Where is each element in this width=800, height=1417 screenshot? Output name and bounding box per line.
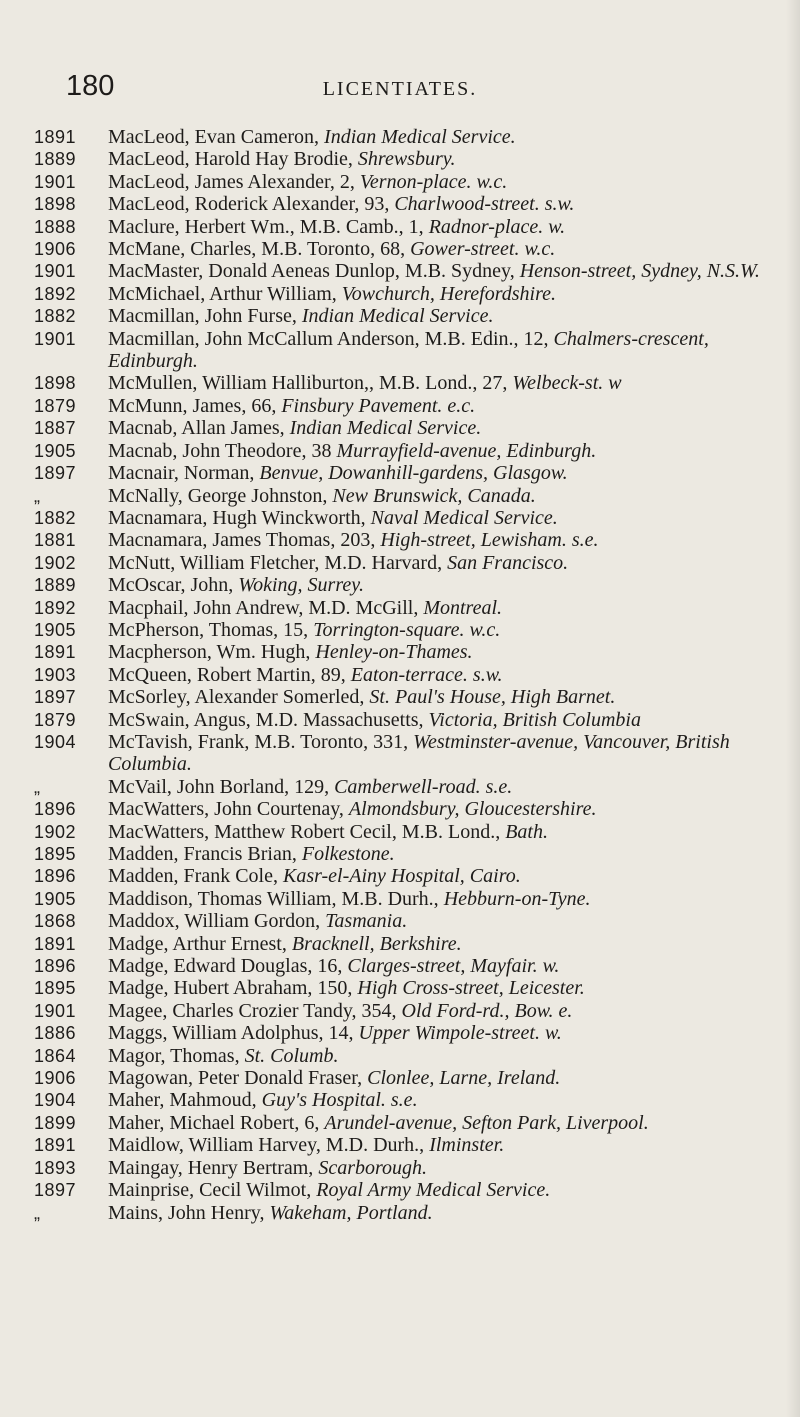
- entry-year: 1905: [34, 619, 77, 640]
- entry-name: Madge, Arthur Ernest,: [108, 932, 292, 955]
- entry-year: 1888: [34, 216, 77, 237]
- entry-year: 1901: [34, 171, 77, 192]
- entry-year: 1891: [34, 642, 77, 663]
- entry-name: McSorley, Alexander Somerled,: [108, 686, 370, 709]
- entry-year: 1898: [34, 373, 77, 394]
- entry-name: MacWatters, Matthew Robert Cecil, M.B. Lond.,: [108, 820, 506, 843]
- entry-year: 1892: [34, 283, 77, 304]
- entry-text: [108, 529, 768, 551]
- entry-address: Vernon-place. w.c.: [359, 170, 508, 193]
- entry-text: [108, 260, 768, 282]
- entry-address: Welbeck-st. w: [512, 372, 622, 395]
- entry-name: Madge, Edward Douglas, 16,: [108, 955, 348, 978]
- entry-name: Maher, Michael Robert, 6,: [108, 1111, 325, 1134]
- entry-row: [0, 977, 800, 999]
- entry-text: [108, 910, 768, 932]
- entry-year: „: [34, 776, 41, 797]
- entry-address: Bracknell, Berkshire.: [291, 932, 462, 955]
- entry-name: Madden, Frank Cole,: [108, 865, 283, 888]
- entry-address: Royal Army Medical Service.: [316, 1179, 551, 1202]
- entry-year: 1901: [34, 261, 77, 282]
- entry-row: [0, 731, 800, 776]
- entry-address: Almondsbury, Gloucestershire.: [348, 798, 597, 821]
- entry-text: [108, 641, 768, 663]
- entry-text: [108, 552, 768, 574]
- entry-row: [0, 1134, 800, 1156]
- entry-text: [108, 283, 768, 305]
- entry-row: [0, 1089, 800, 1111]
- entry-address: Old Ford-rd., Bow. e.: [401, 999, 573, 1022]
- entry-row: [0, 619, 800, 641]
- entry-row: [0, 529, 800, 551]
- entry-name: Macnair, Norman,: [108, 462, 260, 485]
- entry-name: MacWatters, John Courtenay,: [108, 798, 349, 821]
- entry-row: [0, 485, 800, 507]
- entry-address: Guy's Hospital. s.e.: [261, 1089, 418, 1112]
- entry-name: Magor, Thomas,: [108, 1044, 245, 1067]
- entry-name: McOscar, John,: [108, 574, 239, 597]
- entry-row: [0, 641, 800, 663]
- entry-address: Shrewsbury.: [357, 148, 456, 171]
- entry-name: Macnamara, Hugh Winckworth,: [108, 506, 371, 529]
- page-number: 180: [66, 70, 115, 102]
- entry-name: Maclure, Herbert Wm., M.B. Camb., 1,: [108, 215, 429, 238]
- entry-name: MacLeod, James Alexander, 2,: [108, 170, 360, 193]
- entry-year: 1864: [34, 1045, 77, 1066]
- entry-year: 1893: [34, 1157, 77, 1178]
- licentiate-list: [0, 126, 800, 1224]
- entry-year: 1868: [34, 911, 77, 932]
- entry-year: 1904: [34, 731, 77, 752]
- entry-name: Maggs, William Adolphus, 14,: [108, 1022, 359, 1045]
- entry-name: Maddison, Thomas William, M.B. Durh.,: [108, 887, 444, 910]
- entry-row: [0, 888, 800, 910]
- entry-address: Woking, Surrey.: [238, 574, 365, 597]
- entry-name: McTavish, Frank, M.B. Toronto, 331,: [108, 730, 414, 753]
- entry-text: [108, 372, 768, 394]
- entry-year: 1905: [34, 440, 77, 461]
- entry-row: [0, 1112, 800, 1134]
- entry-address: Vowchurch, Herefordshire.: [341, 282, 557, 305]
- entry-row: [0, 216, 800, 238]
- entry-row: [0, 1202, 800, 1224]
- entry-year: 1879: [34, 395, 77, 416]
- entry-text: [108, 821, 768, 843]
- entry-address: Indian Medical Service.: [301, 305, 494, 328]
- entry-address: New Brunswick, Canada.: [332, 484, 536, 507]
- entry-address: Torrington-square. w.c.: [313, 618, 501, 641]
- entry-text: [108, 238, 768, 260]
- entry-address: Hebburn-on-Tyne.: [443, 887, 591, 910]
- entry-text: [108, 1179, 768, 1201]
- entry-text: [108, 417, 768, 439]
- entry-text: [108, 776, 768, 798]
- entry-name: Maingay, Henry Bertram,: [108, 1156, 319, 1179]
- entry-name: MacLeod, Evan Cameron,: [108, 126, 325, 148]
- entry-text: [108, 574, 768, 596]
- entry-name: Macpherson, Wm. Hugh,: [108, 641, 316, 664]
- entry-address: Indian Medical Service.: [289, 417, 482, 440]
- entry-year: 1902: [34, 552, 77, 573]
- entry-row: [0, 171, 800, 193]
- entry-name: McNally, George Johnston,: [108, 484, 333, 507]
- entry-address: Westminster-avenue, Vancouver, British Columbia.: [108, 730, 730, 776]
- entry-text: [108, 1067, 768, 1089]
- entry-row: [0, 1067, 800, 1089]
- entry-row: [0, 843, 800, 865]
- entry-name: Maher, Mahmoud,: [108, 1089, 262, 1112]
- entry-name: McMunn, James, 66,: [108, 394, 282, 417]
- entry-address: Henson-street, Sydney, N.S.W.: [519, 260, 760, 283]
- entry-address: Gower-street. w.c.: [410, 238, 556, 261]
- entry-name: Mainprise, Cecil Wilmot,: [108, 1179, 317, 1202]
- entry-text: [108, 305, 768, 327]
- entry-address: Montreal.: [423, 596, 503, 619]
- entry-name: Mains, John Henry,: [108, 1201, 270, 1224]
- entry-year: 1882: [34, 507, 77, 528]
- entry-name: McQueen, Robert Martin, 89,: [108, 663, 351, 686]
- entry-row: [0, 910, 800, 932]
- entry-name: McSwain, Angus, M.D. Massachusetts,: [108, 708, 429, 731]
- entry-row: [0, 865, 800, 887]
- entry-year: 1897: [34, 463, 77, 484]
- entry-text: [108, 440, 768, 462]
- entry-address: St. Columb.: [244, 1044, 339, 1067]
- entry-address: Arundel-avenue, Sefton Park, Liverpool.: [324, 1111, 649, 1134]
- entry-name: McMullen, William Halliburton,, M.B. Lond., 27,: [108, 372, 513, 395]
- entry-row: [0, 821, 800, 843]
- entry-year: 1887: [34, 418, 77, 439]
- entry-text: [108, 597, 768, 619]
- entry-text: [108, 888, 768, 910]
- entry-name: Madge, Hubert Abraham, 150,: [108, 977, 358, 1000]
- entry-row: [0, 260, 800, 282]
- entry-address: High-street, Lewisham. s.e.: [380, 529, 599, 552]
- entry-row: [0, 305, 800, 327]
- entry-row: [0, 440, 800, 462]
- entry-year: 1896: [34, 866, 77, 887]
- entry-year: 1903: [34, 664, 77, 685]
- entry-text: [108, 1000, 768, 1022]
- entry-address: Benvue, Dowanhill-gardens, Glasgow.: [259, 462, 568, 485]
- entry-text: [108, 933, 768, 955]
- entry-year: „: [34, 1202, 41, 1223]
- entry-row: [0, 955, 800, 977]
- entry-year: 1889: [34, 575, 77, 596]
- entry-address: Henley-on-Thames.: [315, 641, 473, 664]
- entry-name: Macmillan, John McCallum Anderson, M.B. Edin., 12,: [108, 327, 554, 350]
- entry-year: 1898: [34, 194, 77, 215]
- entry-row: [0, 328, 800, 373]
- entry-year: 1901: [34, 328, 77, 349]
- entry-address: Wakeham, Portland.: [269, 1201, 433, 1224]
- entry-year: 1879: [34, 709, 77, 730]
- entry-year: 1882: [34, 306, 77, 327]
- entry-text: [108, 731, 768, 776]
- entry-row: [0, 395, 800, 417]
- entry-year: 1897: [34, 1180, 77, 1201]
- entry-year: 1902: [34, 821, 77, 842]
- entry-year: 1892: [34, 597, 77, 618]
- entry-name: McNutt, William Fletcher, M.D. Harvard,: [108, 551, 448, 574]
- entry-name: Magee, Charles Crozier Tandy, 354,: [108, 999, 402, 1022]
- entry-name: Macnab, John Theodore, 38: [108, 439, 337, 462]
- entry-address: Naval Medical Service.: [370, 506, 558, 529]
- entry-address: Bath.: [505, 820, 548, 843]
- entry-row: [0, 193, 800, 215]
- entry-row: [0, 1045, 800, 1067]
- entry-row: [0, 574, 800, 596]
- entry-year: 1895: [34, 978, 77, 999]
- entry-text: [108, 1022, 768, 1044]
- entry-row: [0, 507, 800, 529]
- entry-year: 1889: [34, 149, 77, 170]
- entry-text: [108, 843, 768, 865]
- entry-name: Macmillan, John Furse,: [108, 305, 302, 328]
- entry-year: 1899: [34, 1112, 77, 1133]
- entry-row: [0, 283, 800, 305]
- entry-row: [0, 1022, 800, 1044]
- entry-text: [108, 1045, 768, 1067]
- entry-row: [0, 798, 800, 820]
- entry-address: Camberwell-road. s.e.: [334, 775, 513, 798]
- entry-year: 1881: [34, 530, 77, 551]
- entry-address: Finsbury Pavement. e.c.: [281, 394, 476, 417]
- entry-name: Macphail, John Andrew, M.D. McGill,: [108, 596, 424, 619]
- entry-text: [108, 462, 768, 484]
- entry-text: [108, 1202, 768, 1224]
- entry-row: [0, 552, 800, 574]
- entry-name: Maidlow, William Harvey, M.D. Durh.,: [108, 1134, 430, 1157]
- entry-year: „: [34, 485, 41, 506]
- page-edge-shadow: [786, 0, 800, 1417]
- entry-row: [0, 462, 800, 484]
- entry-year: 1901: [34, 1000, 77, 1021]
- entry-address: Chalmers-crescent, Edinburgh.: [108, 327, 709, 373]
- entry-name: MacLeod, Roderick Alexander, 93,: [108, 193, 395, 216]
- entry-text: [108, 328, 768, 373]
- entry-row: [0, 709, 800, 731]
- entry-text: [108, 619, 768, 641]
- entry-text: [108, 664, 768, 686]
- entry-address: Kasr-el-Ainy Hospital, Cairo.: [282, 865, 521, 888]
- entry-text: [108, 148, 768, 170]
- entry-row: [0, 238, 800, 260]
- entry-year: 1904: [34, 1090, 77, 1111]
- entry-name: Magowan, Peter Donald Fraser,: [108, 1067, 368, 1090]
- entry-year: 1886: [34, 1023, 77, 1044]
- entry-text: [108, 1134, 768, 1156]
- entry-text: [108, 709, 768, 731]
- entry-address: Murrayfield-avenue, Edinburgh.: [336, 439, 597, 462]
- entry-name: Maddox, William Gordon,: [108, 910, 326, 933]
- entry-text: [108, 216, 768, 238]
- entry-text: [108, 1089, 768, 1111]
- entry-year: 1891: [34, 127, 77, 147]
- entry-year: 1905: [34, 888, 77, 909]
- entry-text: [108, 955, 768, 977]
- entry-name: McVail, John Borland, 129,: [108, 775, 335, 798]
- entry-name: Macnab, Allan James,: [108, 417, 290, 440]
- entry-text: [108, 798, 768, 820]
- entry-row: [0, 126, 800, 148]
- entry-row: [0, 1157, 800, 1179]
- entry-row: [0, 664, 800, 686]
- page-header: [0, 70, 800, 110]
- entry-text: [108, 686, 768, 708]
- entry-address: San Francisco.: [447, 551, 569, 574]
- entry-row: [0, 1000, 800, 1022]
- entry-text: [108, 126, 768, 148]
- entry-name: MacMaster, Donald Aeneas Dunlop, M.B. Sydney,: [108, 260, 520, 283]
- entry-text: [108, 1112, 768, 1134]
- entry-row: [0, 1179, 800, 1201]
- entry-address: Eaton-terrace. s.w.: [350, 663, 503, 686]
- entry-text: [108, 171, 768, 193]
- entry-text: [108, 865, 768, 887]
- entry-text: [108, 507, 768, 529]
- entry-row: [0, 417, 800, 439]
- entry-row: [0, 776, 800, 798]
- entry-year: 1895: [34, 844, 77, 864]
- running-title: LICENTIATES.: [322, 78, 478, 100]
- entry-row: [0, 597, 800, 619]
- entry-address: Clarges-street, Mayfair. w.: [347, 955, 560, 978]
- entry-row: [0, 933, 800, 955]
- entry-address: Upper Wimpole-street. w.: [358, 1022, 562, 1045]
- entry-year: 1897: [34, 687, 77, 708]
- entry-name: Madden, Francis Brian,: [108, 843, 302, 865]
- entry-address: Tasmania.: [325, 910, 408, 933]
- entry-address: Indian Medical Service.: [324, 126, 516, 148]
- entry-address: High Cross-street, Leicester.: [357, 977, 585, 1000]
- entry-address: Radnor-place. w.: [428, 215, 566, 238]
- entry-row: [0, 686, 800, 708]
- entry-year: 1906: [34, 1068, 77, 1089]
- entry-row: [0, 148, 800, 170]
- entry-year: 1906: [34, 239, 77, 260]
- entry-text: [108, 1157, 768, 1179]
- entry-text: [108, 977, 768, 999]
- entry-name: McMichael, Arthur William,: [108, 282, 342, 305]
- entry-address: Victoria, British Columbia: [428, 708, 641, 731]
- entry-text: [108, 395, 768, 417]
- entry-name: McMane, Charles, M.B. Toronto, 68,: [108, 238, 411, 261]
- entry-year: 1891: [34, 1135, 77, 1156]
- entry-text: [108, 193, 768, 215]
- entry-year: 1891: [34, 933, 77, 954]
- entry-row: [0, 372, 800, 394]
- entry-address: St. Paul's House, High Barnet.: [369, 686, 616, 709]
- entry-address: Ilminster.: [429, 1134, 505, 1157]
- entry-text: [108, 485, 768, 507]
- entry-address: Scarborough.: [318, 1156, 428, 1179]
- entry-address: Clonlee, Larne, Ireland.: [367, 1067, 561, 1090]
- entry-year: 1896: [34, 799, 77, 820]
- entry-name: MacLeod, Harold Hay Brodie,: [108, 148, 358, 171]
- entry-address: Charlwood-street. s.w.: [394, 193, 575, 216]
- entry-address: Folkestone.: [301, 843, 395, 865]
- entry-name: Macnamara, James Thomas, 203,: [108, 529, 381, 552]
- entry-name: McPherson, Thomas, 15,: [108, 618, 314, 641]
- entry-year: 1896: [34, 956, 77, 977]
